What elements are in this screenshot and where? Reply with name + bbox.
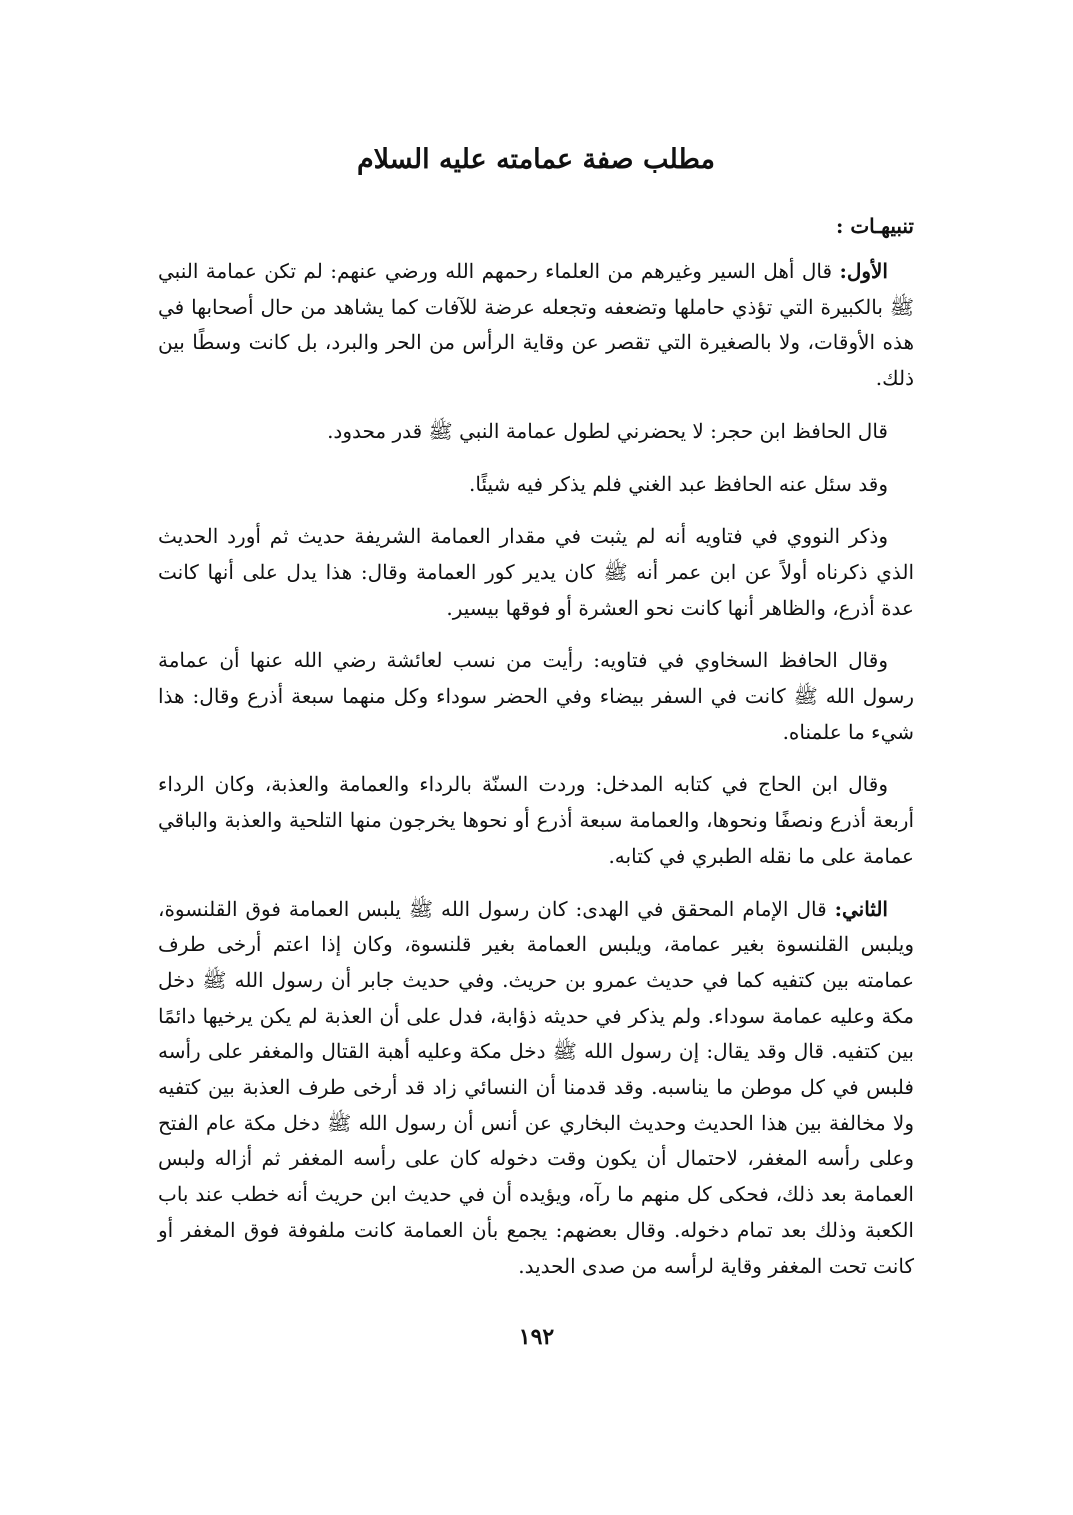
paragraph-text: وقد سئل عنه الحافظ عبد الغني فلم يذكر فيه شيئًا. — [469, 471, 888, 496]
page-title: مطلب صفة عمامته عليه السلام — [356, 144, 716, 175]
paragraph-text: وقال ابن الحاج في كتابه المدخل: وردت السنّة بالرداء والعمامة والعذبة، وكان الرداء أربعة أذرع ونصفًا ونحوها، والعمامة سبعة أذرع أو نحوها يخرجون منها التلحية والعذبة والباقي عمامة على ما نقله الطبري في كتابه. — [158, 772, 914, 868]
page-body — [158, 138, 914, 1301]
paragraph-lead: الثاني: — [834, 896, 888, 921]
paragraph-text: قال أهل السير وغيرهم من العلماء رحمهم الله ورضي عنهم: لم تكن عمامة النبي ﷺ بالكبيرة التي تؤذي حاملها وتضعفه وتجعله عرضة للآفات كما يشاهد من حال أصحابها في هذه الأوقات، ولا بالصغيرة التي تقصر عن وقاية الرأس من الحر والبرد، بل كانت وسطًا بين ذلك. — [158, 259, 914, 391]
section-heading: تنبيهـات : — [835, 214, 914, 238]
page-number: ١٩٢ — [518, 1324, 555, 1350]
paragraph-3 — [158, 467, 914, 503]
paragraph-5 — [158, 643, 914, 750]
paragraph-4 — [158, 519, 914, 626]
paragraph-6 — [158, 767, 914, 874]
paragraph-text: وقال الحافظ السخاوي في فتاويه: رأيت من نسب لعائشة رضي الله عنها أن عمامة رسول الله ﷺ كانت في السفر بيضاء وفي الحضر سوداء وكل منهما سبعة أذرع وقال: هذا شيء ما علمناه. — [158, 648, 914, 744]
paragraph-lead: الأول: — [839, 259, 888, 283]
paragraph-1 — [158, 254, 914, 397]
paragraph-text: قال الحافظ ابن حجر: لا يحضرني لطول عمامة النبي ﷺ قدر محدود. — [327, 418, 888, 443]
paragraph-7 — [158, 892, 914, 1285]
paragraph-text: وذكر النووي في فتاويه أنه لم يثبت في مقدار العمامة الشريفة حديث ثم أورد الحديث الذي ذكرناه أولاً عن ابن عمر أنه ﷺ كان يدير كور العمامة وقال: هذا يدل على أنها كانت عدة أذرع، والظاهر أنها كانت نحو العشرة أو فوقها بيسير. — [158, 524, 914, 620]
paragraph-text: قال الإمام المحقق في الهدى: كان رسول الله ﷺ يلبس العمامة فوق القلنسوة، ويلبس القلنسوة بغير عمامة، ويلبس العمامة بغير قلنسوة، وكان إذا اعتم أرخى طرف عمامته بين كتفيه كما في حديث عمرو بن حريث. وفي حديث جابر أن رسول الله ﷺ دخل مكة وعليه عمامة سوداء. ولم يذكر في حديثه ذؤابة، فدل على أن العذبة لم يكن يرخيها دائمًا بين كتفيه. قال وقد يقال: إن رسول الله ﷺ دخل مكة وعليه أهبة القتال والمغفر على رأسه فلبس في كل موطن ما يناسبه. وقد قدمنا أن النسائي زاد قد أرخى طرف العذبة بين كتفيه ولا مخالفة بين هذا الحديث وحديث البخاري عن أنس أن رسول الله ﷺ دخل مكة عام الفتح وعلى رأسه المغفر، لاحتمال أن يكون وقت دخوله كان على رأسه المغفر ثم أزاله ولبس العمامة بعد ذلك، فحكى كل منهم ما رآه، ويؤيده أن في حديث ابن حريث أنه خطب عند باب الكعبة وذلك بعد تمام دخوله. وقال بعضهم: يجمع بأن العمامة كانت ملفوفة فوق المغفر أو كانت تحت المغفر وقاية لرأسه من صدى الحديد. — [158, 896, 914, 1278]
paragraph-2 — [158, 414, 914, 450]
